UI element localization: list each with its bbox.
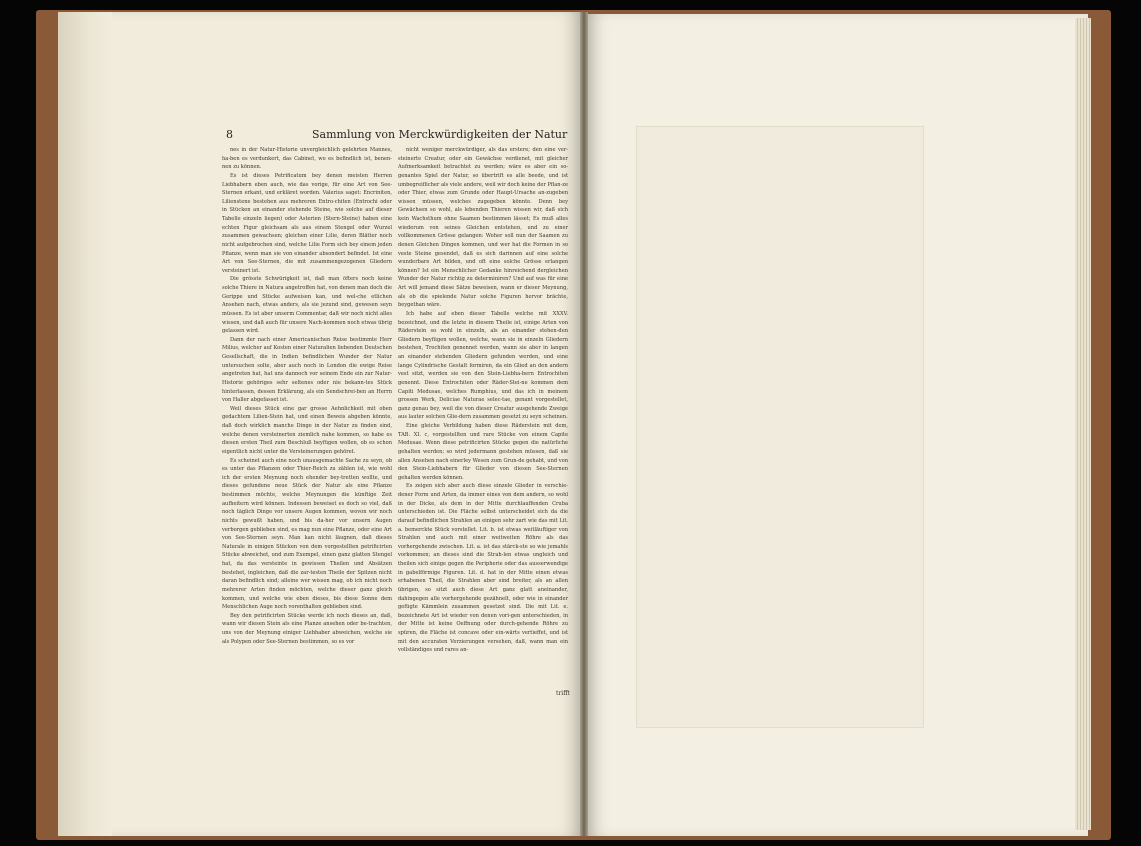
paragraph: Weil dieses Stück eine gar grosse Aehnlichkeit mit oben gedachtem Lilien-Stein hat, und einen Beweis abgeben könnte, daß doch wirklich manche Dinge in der Natur zu finden sind, welche denen versteinerten ziemlich nahe kommen, so habe es diesen ersten Theil zum Beschluß beyfügen wollen, ob es schon eigentlich nicht unter die Versteinerungen gehöret. <box>222 405 392 455</box>
paragraph: Ich habe auf eben dieser Tabelle welche mit XXXV. bezeichnet, und die letzte in diesem Theile ist, einige Arten von Räderstein so wohl in einzeln, als an einander stehen-den Gliedern beyfügen wollen, welche, wann sie in einzeln Gliedern bestehen, Trochiten genennet werden, wann sie aber in langen an einander stehenden Gliedern gefunden werden, und eine lange Cylindrische Gestalt formiren, da ein Glied an den andern vest sitzt, werden sie von den Stein-Liebha-bern Entrochiten genennt. Diese Entrochiten oder Räder-Stei-ne kommen dem Capiti Medusae, welches Rumphius, und das ich in meinem grossen Werk, Deliciae Naturae selec-tae, genant vorgestellet, ganz genau bey, weil die von dieser Creatur ausgehende Zweige aus lauter solchen Glie-dern zusammen gesetzt zu seyn scheinen. <box>398 310 568 421</box>
catchword: trifft <box>556 690 570 697</box>
paragraph: Bey den petrificirten Stücke werde ich noch dieses an, daß, wann wir diesen Stein als eine Planze ansehen oder be-trachten, uns von der Meynung einiger Liebhaber abweichen, welche sie als Polypen oder See-Sternen bestimmen, so es vor <box>222 612 392 645</box>
paragraph: Es zeigen sich aber auch diese einzele Glieder in verschie-dener Form und Arten, da immer eines von dem andern, so wohl in der Dicke, als dem in der Mitte durchlauffenden Cruba unterschieden ist. Die Fläche selbst unterscheidet sich da die darauf befindlichen Strahlen an einigen sehr zart wie das mit Lit. a. bemerckte Stück vorstellet. Lit. b. ist etwas weitläuftiger von Strahlen und auch mit einer weitweiten Röhre als das vorhergehende zwischen. Lit. a. ist das stärck-ste so wie jemahls vorkommen; an dieses sind die Strah-len etwas ungleich und theilen sich einige gegen die Peripherie oder das ausserwendige in gabelförmige Figuren. Lit. d. hat in der Mitte einen etwas erhabenen Theil, die Strahlen aber sind breiter, als an allen übrigen, so sitzt auch diese Art ganz glatt aneinander, dahingegen alle vorhergehende gezähnelt, oder wie in einander gefügte Kämmlein zusammen gesetzet sind. Die mit Lit. e. bezeichnete Art ist wieder von denen vori-gen unterschieden, in der Mitte ist keine Oeffnung oder durch-gehende Röhre zu spüren, die Fläche ist concave oder ein-wärts vertieffet, und ist mit den accuraten Verzierungen versehen, daß, wann man ein vollständiges und rares an- <box>398 483 568 654</box>
blank-plate-area <box>636 126 924 728</box>
paragraph: Dann der nach einer Americanischen Reise bestimmte Herr Milius, welcher auf Kosten einer Naturalien liebenden Deutschen Gesellschaft, die in Indien befindlichen Wunder der Natur untersuchen solte, aber auch noch in London die ewige Reise angetreten hat, hat uns dannoch vor seinem Ende ein zur Natur-Historie gehöriges sehr seltenes oder nie bekann-tes Stück hinterlassen, dessen Erklärung, als ein Sendschrei-ben an Herrn von Haller abgefasset ist. <box>222 336 392 404</box>
paragraph: Die grösste Schwürigkeit ist, daß man öfters noch keine solche Thiere in Natura angetroffen hat, von denen man doch die Gerippe und Stücke aufweisen kan, und wel-che etlichen Ansehen nach, etwas anders, als sie jezund sind, gewesen seyn müssen. Es ist aber unserm Commentar, daß wir noch nicht alles wissen, und daß auch für unsere Nach-kommen noch etwas übrig gelassen wird. <box>222 276 392 335</box>
page-number: 8 <box>226 128 233 141</box>
running-title: Sammlung von Merckwürdigkeiten der Natur <box>312 128 568 141</box>
paragraph: Es ist dieses Petrificatum bey denen meisten Herren Liebhabern eben auch, wie das vorige, für eine Art von See-Sternen erkant, und erkläret worden. Valerius saget: Encriniten, Lilienstene bestehen aus mehreren Entro-chiten (Entrochi oder in Stücken an einander stehende Steine, wie solche auf dieser Tabelle einzeln liegen) oder Asterien (Stern-Steine) haben eine echten Figur gleichsam als aus einem Stengel oder Wurzel zusammen gewachsen; gleichen einer Lilie, deren Blätter noch nicht aufgebrochen sind, welche Lilie Form sich bey einem jeden Pflanze, wenn man sie von einander absondert befindet. Ist eine Art von See-Sternen, die mit zusammengezogenen Gliedern versteinert ist. <box>222 172 392 274</box>
page-edges <box>1075 18 1091 830</box>
left-text-column <box>222 146 392 646</box>
paragraph: nicht weniger merckwürdiger, als das erstere; den eine ver-steinerte Creatur, oder ein Gewächse verdienet, mit gleicher Aufmerksamkeit betrachtet zu werden; wäre es aber ein so-genantes Spiel der Natur, so übertrift es alle beede, und ist umbegreiflicher als viele andere, weil wir doch keine der Pflan-ze oder Thier, etwas zum Grunde oder Haupt-Ursache an-zugeben wissen müssen, welches zugegeben könnte. Denn bey Gewächsen so wohl, als lebenden Thieren wissen wir, daß sich kein Wachsthum ohne Saamen bestimmen lässet; Es muß alles wiederum von seines Gleichen entstehen, und zu einer vollkommenen Grösse gelangen: Woher soll nun der Saamen zu denen Gleichen Dingen kommen, und wer hat die Formen in so veste Steine gesendet, daß es sich darinnen auf eine solche wunderbare Art bilden, und oft eine solche Grösse erlangen können? Ist ein Menschlicher Gedanke hinreichend dergleichen Wunder der Natur richtig zu determiniren? Und auf was für eine Art will jemand diese Sätze beweisen, wann er dieser Meynung, als ob die spielende Natur solche Figuren hervor brächte, beygethan wäre. <box>398 147 568 309</box>
paragraph: nes in der Natur-Historie unvergleichlich gelehrten Mannes, ha-ben es verdunkert, das Cabinet, wo es befindlich ist, benen-nen zu können. <box>222 147 392 171</box>
paragraph: Eine gleiche Verbildung haben diese Räderstein mit dem, TAB. XI. c, vorgestellten und rare Stücke von einem Capite Medusae. Wenn diese petrificirten Stücke gegen die natürliche gehalten werden; so wird jedermann gestehen müssen, daß sie allen Ansehen nach einerley Wesen zum Grun-de gehabt, und von den Stein-Liebhabern für Glieder von diesen See-Sternen gehalten werden können. <box>398 423 568 481</box>
right-text-column <box>398 146 568 655</box>
paragraph: Es scheinet auch eine noch unausgemachte Sache zu seyn, ob es unter das Pflanzen oder Thier-Reich zu zählen ist, wie wohl ich der ersten Meynung noch ehender bey-tretten wollte, und dieses gefundene neue Stück der Natur als eine Pflanze bestimmen möchte, welche Meynungen die künftige Zeit aufheitern wird können. Indessen beweiset es doch so viel, daß noch täglich Dinge vor unsere Augen kommen, wovon wir noch nichts gewußt haben, und bis da-her vor unsern Augen verborgen geblieben sind, es mag nun eine Pflanze, oder eine Art von See-Sternen seyn. Man kan nicht läugnen, daß dieses Naturale in einigen Stücken von dem vorgestellten petrificirten Stücke abweichet, und zum Exempel, einen ganz glatten Stengel hat, da das versteinte in gewissen Theilen und Absätzen bestehet, ingleichen, daß die zar-testen Theile der Spitzen nicht daran befindlich sind; alleine wer wissen mag, ob ich nicht noch mehrerer Arten finden möchten, welche dieser ganz gleich kommen, und welche wie eben dieses, bis diese Sonne dem Menschlichen Auge noch vorenthalten geblieben sind. <box>222 457 392 611</box>
book-gutter <box>580 12 588 836</box>
